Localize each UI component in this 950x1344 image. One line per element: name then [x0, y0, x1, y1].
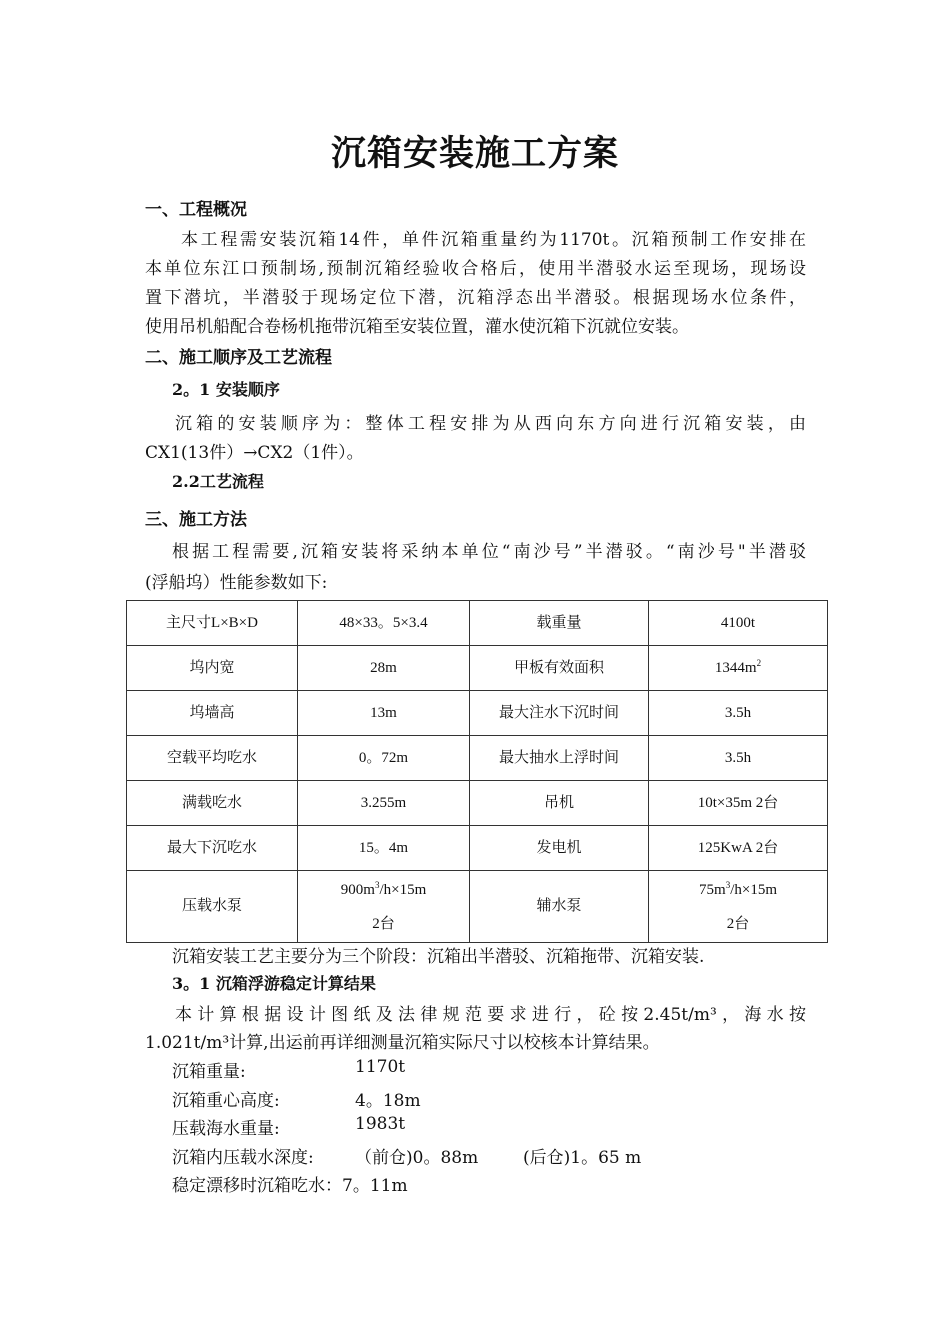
table-row [127, 601, 828, 646]
after-table-text: 沉箱安装工艺主要分为三个阶段：沉箱出半潜驳、沉箱拖带、沉箱安装. [172, 947, 705, 967]
subsection-2-2-heading: 2.2工艺流程 [172, 472, 264, 491]
table-cell: 13m [298, 691, 470, 736]
table-row [127, 646, 828, 691]
subsection-3-1-line-1: 本计算根据设计图纸及法律规范要求进行，砼按2.45t/m³，海水按 [175, 1005, 806, 1025]
section-1-line-3: 置下潜坑，半潜驳于现场定位下潜，沉箱浮态出半潜驳。根据现场水位条件， [145, 288, 806, 308]
result-label: 沉箱重心高度: [172, 1091, 280, 1111]
section-3-line-1: 根据工程需要,沉箱安装将采纳本单位“南沙号”半潜驳。“南沙号"半潜驳 [172, 542, 806, 562]
table-row [127, 736, 828, 781]
ballast-depth-front: （前仓)0。88m [355, 1148, 479, 1168]
table-cell: 主尺寸L×B×D [127, 601, 298, 646]
subsection-2-1-line-2: CX1(13件）→CX2（1件）。 [145, 443, 364, 463]
aux-pump-count: 2台 [726, 915, 750, 932]
section-3-line-2: (浮船坞）性能参数如下: [145, 573, 328, 593]
table-cell: 0。72m [298, 736, 470, 781]
aux-pump-capacity: 75m [699, 881, 726, 898]
table-cell: 10t×35m 2台 [649, 781, 828, 826]
table-cell: 3.5h [649, 736, 828, 781]
document-title: 沉箱安装施工方案 [330, 133, 619, 174]
section-3-heading: 三、施工方法 [145, 510, 247, 530]
stable-draft-line: 稳定漂移时沉箱吃水：7。11m [172, 1176, 408, 1196]
result-label: 压载海水重量: [172, 1119, 280, 1139]
ballast-pump-count: 2台 [372, 915, 395, 932]
aux-pump-head: /h×15m [730, 881, 777, 898]
table-cell: 28m [298, 646, 470, 691]
superscript: 3 [725, 879, 731, 890]
result-label: 沉箱重量: [172, 1062, 246, 1082]
section-1-line-4: 使用吊机船配合卷杨机拖带沉箱至安装位置，灌水使沉箱下沉就位安装。 [145, 317, 689, 337]
subsection-3-1-heading: 3。1 沉箱浮游稳定计算结果 [172, 974, 376, 993]
table-cell: 辅水泵 [470, 871, 649, 943]
table-cell: 48×33。5×3.4 [298, 601, 470, 646]
table-cell: 坞墙高 [127, 691, 298, 736]
table-cell: 载重量 [470, 601, 649, 646]
deck-area-value: 1344m [714, 659, 757, 676]
table-cell: 最大注水下沉时间 [470, 691, 649, 736]
section-2-heading: 二、施工顺序及工艺流程 [145, 348, 332, 368]
ballast-depth-label: 沉箱内压载水深度: [172, 1148, 314, 1168]
table-cell: 坞内宽 [127, 646, 298, 691]
table-cell [649, 871, 828, 943]
subsection-3-1-line-2: 1.021t/m³计算,出运前再详细测量沉箱实际尺寸以校核本计算结果。 [145, 1033, 660, 1053]
result-value: 1170t [355, 1057, 406, 1077]
section-1-line-1: 本工程需安装沉箱14件，单件沉箱重量约为1170t。沉箱预制工作安排在 [181, 230, 806, 250]
table-cell: 满载吃水 [127, 781, 298, 826]
subsection-2-1-heading: 2。1 安装顺序 [172, 380, 280, 399]
ballast-pump-capacity: 900m [340, 881, 375, 898]
table-cell: 吊机 [470, 781, 649, 826]
table-cell: 4100t [649, 601, 828, 646]
table-cell [649, 646, 828, 691]
table-cell: 3.5h [649, 691, 828, 736]
table-cell: 压载水泵 [127, 871, 298, 943]
table-cell: 发电机 [470, 826, 649, 871]
result-value: 4。18m [355, 1091, 421, 1111]
table-cell: 125KwA 2台 [649, 826, 828, 871]
table-row [127, 781, 828, 826]
table-cell [298, 871, 470, 943]
result-value: 1983t [355, 1114, 406, 1134]
table-row [127, 691, 828, 736]
table-cell: 最大下沉吃水 [127, 826, 298, 871]
table-cell: 最大抽水上浮时间 [470, 736, 649, 781]
table-cell: 空载平均吃水 [127, 736, 298, 781]
section-1-line-2: 本单位东江口预制场,预制沉箱经验收合格后，使用半潜驳水运至现场，现场设 [145, 259, 806, 279]
table-cell: 3.255m [298, 781, 470, 826]
superscript: 3 [374, 879, 380, 890]
ballast-pump-head: /h×15m [379, 881, 427, 898]
subsection-2-1-line-1: 沉箱的安装顺序为：整体工程安排为从西向东方向进行沉箱安装，由 [175, 414, 806, 434]
table-row [127, 871, 828, 943]
parameter-table [126, 600, 828, 943]
table-cell: 15。4m [298, 826, 470, 871]
superscript: 2 [756, 657, 762, 668]
table-cell: 甲板有效面积 [470, 646, 649, 691]
table-row [127, 826, 828, 871]
ballast-depth-back: (后仓)1。65 m [523, 1148, 642, 1168]
section-1-heading: 一、工程概况 [145, 200, 247, 220]
